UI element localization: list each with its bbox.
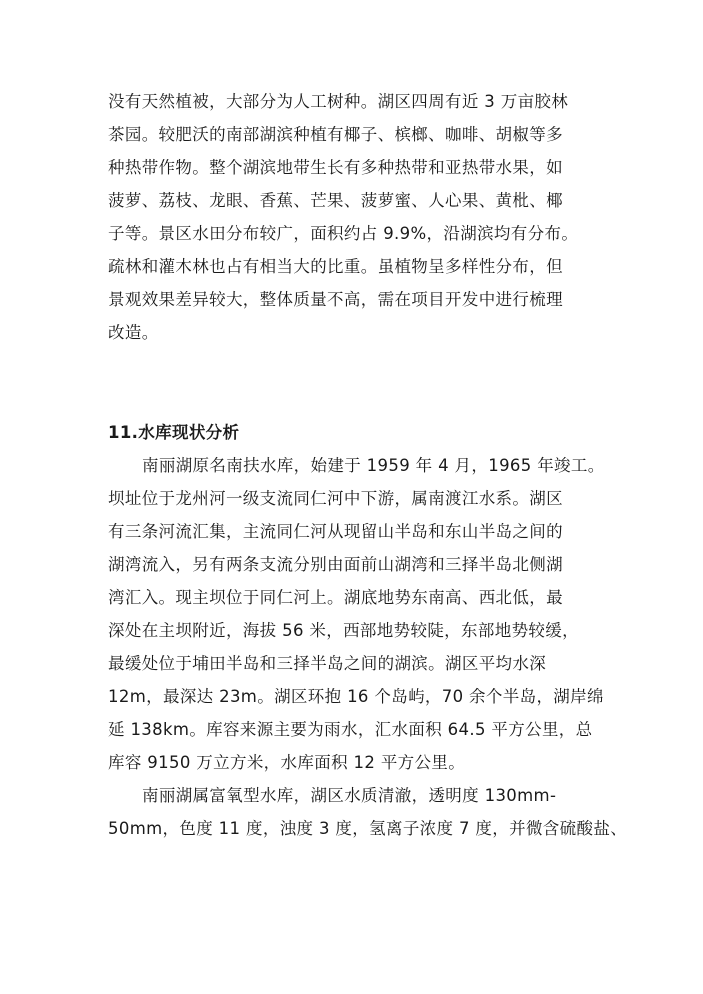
text-line: 改造。	[108, 323, 159, 342]
text-line: 湾汇入。现主坝位于同仁河上。湖底地势东南高、西北低，最	[108, 588, 563, 607]
text-line: 湖湾流入，另有两条支流分别由面前山湖湾和三择半岛北侧湖	[108, 555, 563, 574]
text-line: 库容 9150 万立方米，水库面积 12 平方公里。	[108, 753, 466, 772]
text-line: 坝址位于龙州河一级支流同仁河中下游，属南渡江水系。湖区	[108, 489, 563, 508]
text-line: 种热带作物。整个湖滨地带生长有多种热带和亚热带水果，如	[108, 158, 563, 177]
text-line: 12m，最深达 23m。湖区环抱 16 个岛屿，70 余个半岛，湖岸绵	[108, 687, 604, 706]
text-line: 深处在主坝附近，海拔 56 米，西部地势较陡，东部地势较缓，	[108, 621, 579, 640]
text-line: 疏林和灌木林也占有相当大的比重。虽植物呈多样性分布，但	[108, 257, 563, 276]
text-line: 菠萝、荔枝、龙眼、香蕉、芒果、菠萝蜜、人心果、黄枇、椰	[108, 191, 563, 210]
text-line: 有三条河流汇集，主流同仁河从现留山半岛和东山半岛之间的	[108, 522, 563, 541]
text-line: 茶园。较肥沃的南部湖滨种植有椰子、槟榔、咖啡、胡椒等多	[108, 125, 563, 144]
text-line: 最缓处位于埔田半岛和三择半岛之间的湖滨。湖区平均水深	[108, 654, 547, 673]
text-line: 子等。景区水田分布较广，面积约占 9.9%，沿湖滨均有分布。	[108, 224, 579, 243]
text-line: 景观效果差异较大，整体质量不高，需在项目开发中进行梳理	[108, 290, 563, 309]
text-line: 延 138km。库容来源主要为雨水，汇水面积 64.5 平方公里，总	[108, 720, 593, 739]
section-heading: 11.水库现状分析	[108, 423, 240, 442]
text-line: 南丽湖原名南扶水库，始建于 1959 年 4 月，1965 年竣工。	[142, 456, 605, 475]
text-line: 南丽湖属富氧型水库，湖区水质清澈，透明度 130mm-	[142, 786, 557, 805]
text-line: 50mm，色度 11 度，浊度 3 度，氢离子浓度 7 度，并微含硫酸盐、	[108, 819, 628, 838]
text-line: 没有天然植被，大部分为人工树种。湖区四周有近 3 万亩胶林	[108, 92, 569, 111]
